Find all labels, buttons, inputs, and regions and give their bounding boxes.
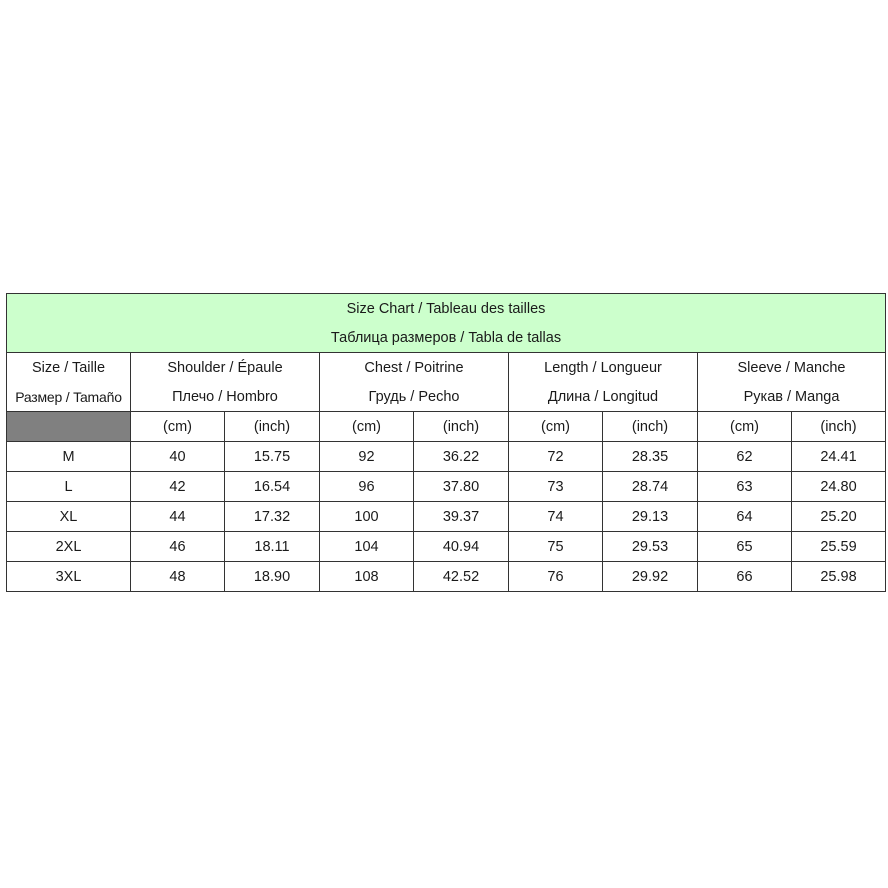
- shoulder-inch-cell: 17.32: [225, 502, 320, 532]
- sleeve-header-alt: Рукав / Manga: [698, 382, 886, 412]
- shoulder-inch-cell: 15.75: [225, 442, 320, 472]
- length-inch-cell: 29.92: [603, 562, 698, 592]
- units-row: [7, 412, 886, 442]
- table-row: [7, 502, 886, 532]
- sleeve-inch-cell: 25.98: [792, 562, 886, 592]
- shoulder-inch-cell: 18.11: [225, 532, 320, 562]
- length-inch-cell: 28.35: [603, 442, 698, 472]
- chest-header: Chest / Poitrine: [320, 353, 509, 383]
- chest-cm-cell: 96: [320, 472, 414, 502]
- chest-inch-cell: 42.52: [414, 562, 509, 592]
- length-inch-cell: 28.74: [603, 472, 698, 502]
- length-inch-cell: 29.13: [603, 502, 698, 532]
- table-row: [7, 472, 886, 502]
- table-row: [7, 562, 886, 592]
- sleeve-inch-cell: 24.41: [792, 442, 886, 472]
- chest-inch-cell: 39.37: [414, 502, 509, 532]
- chest-cm-cell: 92: [320, 442, 414, 472]
- length-inch-cell: 29.53: [603, 532, 698, 562]
- chest-cm-cell: 108: [320, 562, 414, 592]
- size-cell: 3XL: [7, 562, 131, 592]
- shoulder-inch-cell: 18.90: [225, 562, 320, 592]
- size-cell: XL: [7, 502, 131, 532]
- size-cell: 2XL: [7, 532, 131, 562]
- shoulder-cm-cell: 40: [131, 442, 225, 472]
- chest-cm-cell: 100: [320, 502, 414, 532]
- sleeve-header: Sleeve / Manche: [698, 353, 886, 383]
- size-cell: M: [7, 442, 131, 472]
- length-cm-cell: 74: [509, 502, 603, 532]
- chart-title-line-1: Size Chart / Tableau des tailles: [7, 294, 886, 324]
- unit-inch: (inch): [414, 412, 509, 442]
- header-row-1: [7, 353, 886, 383]
- size-header-alt: Размер / Tamaño: [7, 382, 131, 412]
- blank-gray-cell: [7, 412, 131, 442]
- sleeve-inch-cell: 25.59: [792, 532, 886, 562]
- chest-inch-cell: 40.94: [414, 532, 509, 562]
- unit-cm: (cm): [698, 412, 792, 442]
- shoulder-header: Shoulder / Épaule: [131, 353, 320, 383]
- sleeve-cm-cell: 66: [698, 562, 792, 592]
- chest-cm-cell: 104: [320, 532, 414, 562]
- unit-cm: (cm): [320, 412, 414, 442]
- header-row-2: [7, 382, 886, 412]
- length-cm-cell: 72: [509, 442, 603, 472]
- sleeve-cm-cell: 62: [698, 442, 792, 472]
- shoulder-cm-cell: 48: [131, 562, 225, 592]
- sleeve-inch-cell: 25.20: [792, 502, 886, 532]
- length-header-alt: Длина / Longitud: [509, 382, 698, 412]
- sleeve-cm-cell: 63: [698, 472, 792, 502]
- length-cm-cell: 76: [509, 562, 603, 592]
- title-row-1: [7, 294, 886, 324]
- unit-inch: (inch): [225, 412, 320, 442]
- unit-inch: (inch): [603, 412, 698, 442]
- size-header: Size / Taille: [7, 353, 131, 383]
- sleeve-cm-cell: 65: [698, 532, 792, 562]
- chest-inch-cell: 37.80: [414, 472, 509, 502]
- unit-cm: (cm): [509, 412, 603, 442]
- size-chart-table: [6, 293, 886, 592]
- chest-inch-cell: 36.22: [414, 442, 509, 472]
- length-header: Length / Longueur: [509, 353, 698, 383]
- table-row: [7, 532, 886, 562]
- table-row: [7, 442, 886, 472]
- size-cell: L: [7, 472, 131, 502]
- chest-header-alt: Грудь / Pecho: [320, 382, 509, 412]
- shoulder-cm-cell: 46: [131, 532, 225, 562]
- shoulder-inch-cell: 16.54: [225, 472, 320, 502]
- length-cm-cell: 75: [509, 532, 603, 562]
- sleeve-inch-cell: 24.80: [792, 472, 886, 502]
- shoulder-cm-cell: 44: [131, 502, 225, 532]
- unit-cm: (cm): [131, 412, 225, 442]
- sleeve-cm-cell: 64: [698, 502, 792, 532]
- shoulder-cm-cell: 42: [131, 472, 225, 502]
- length-cm-cell: 73: [509, 472, 603, 502]
- unit-inch: (inch): [792, 412, 886, 442]
- shoulder-header-alt: Плечо / Hombro: [131, 382, 320, 412]
- chart-title-line-2: Таблица размеров / Tabla de tallas: [7, 323, 886, 353]
- title-row-2: [7, 323, 886, 353]
